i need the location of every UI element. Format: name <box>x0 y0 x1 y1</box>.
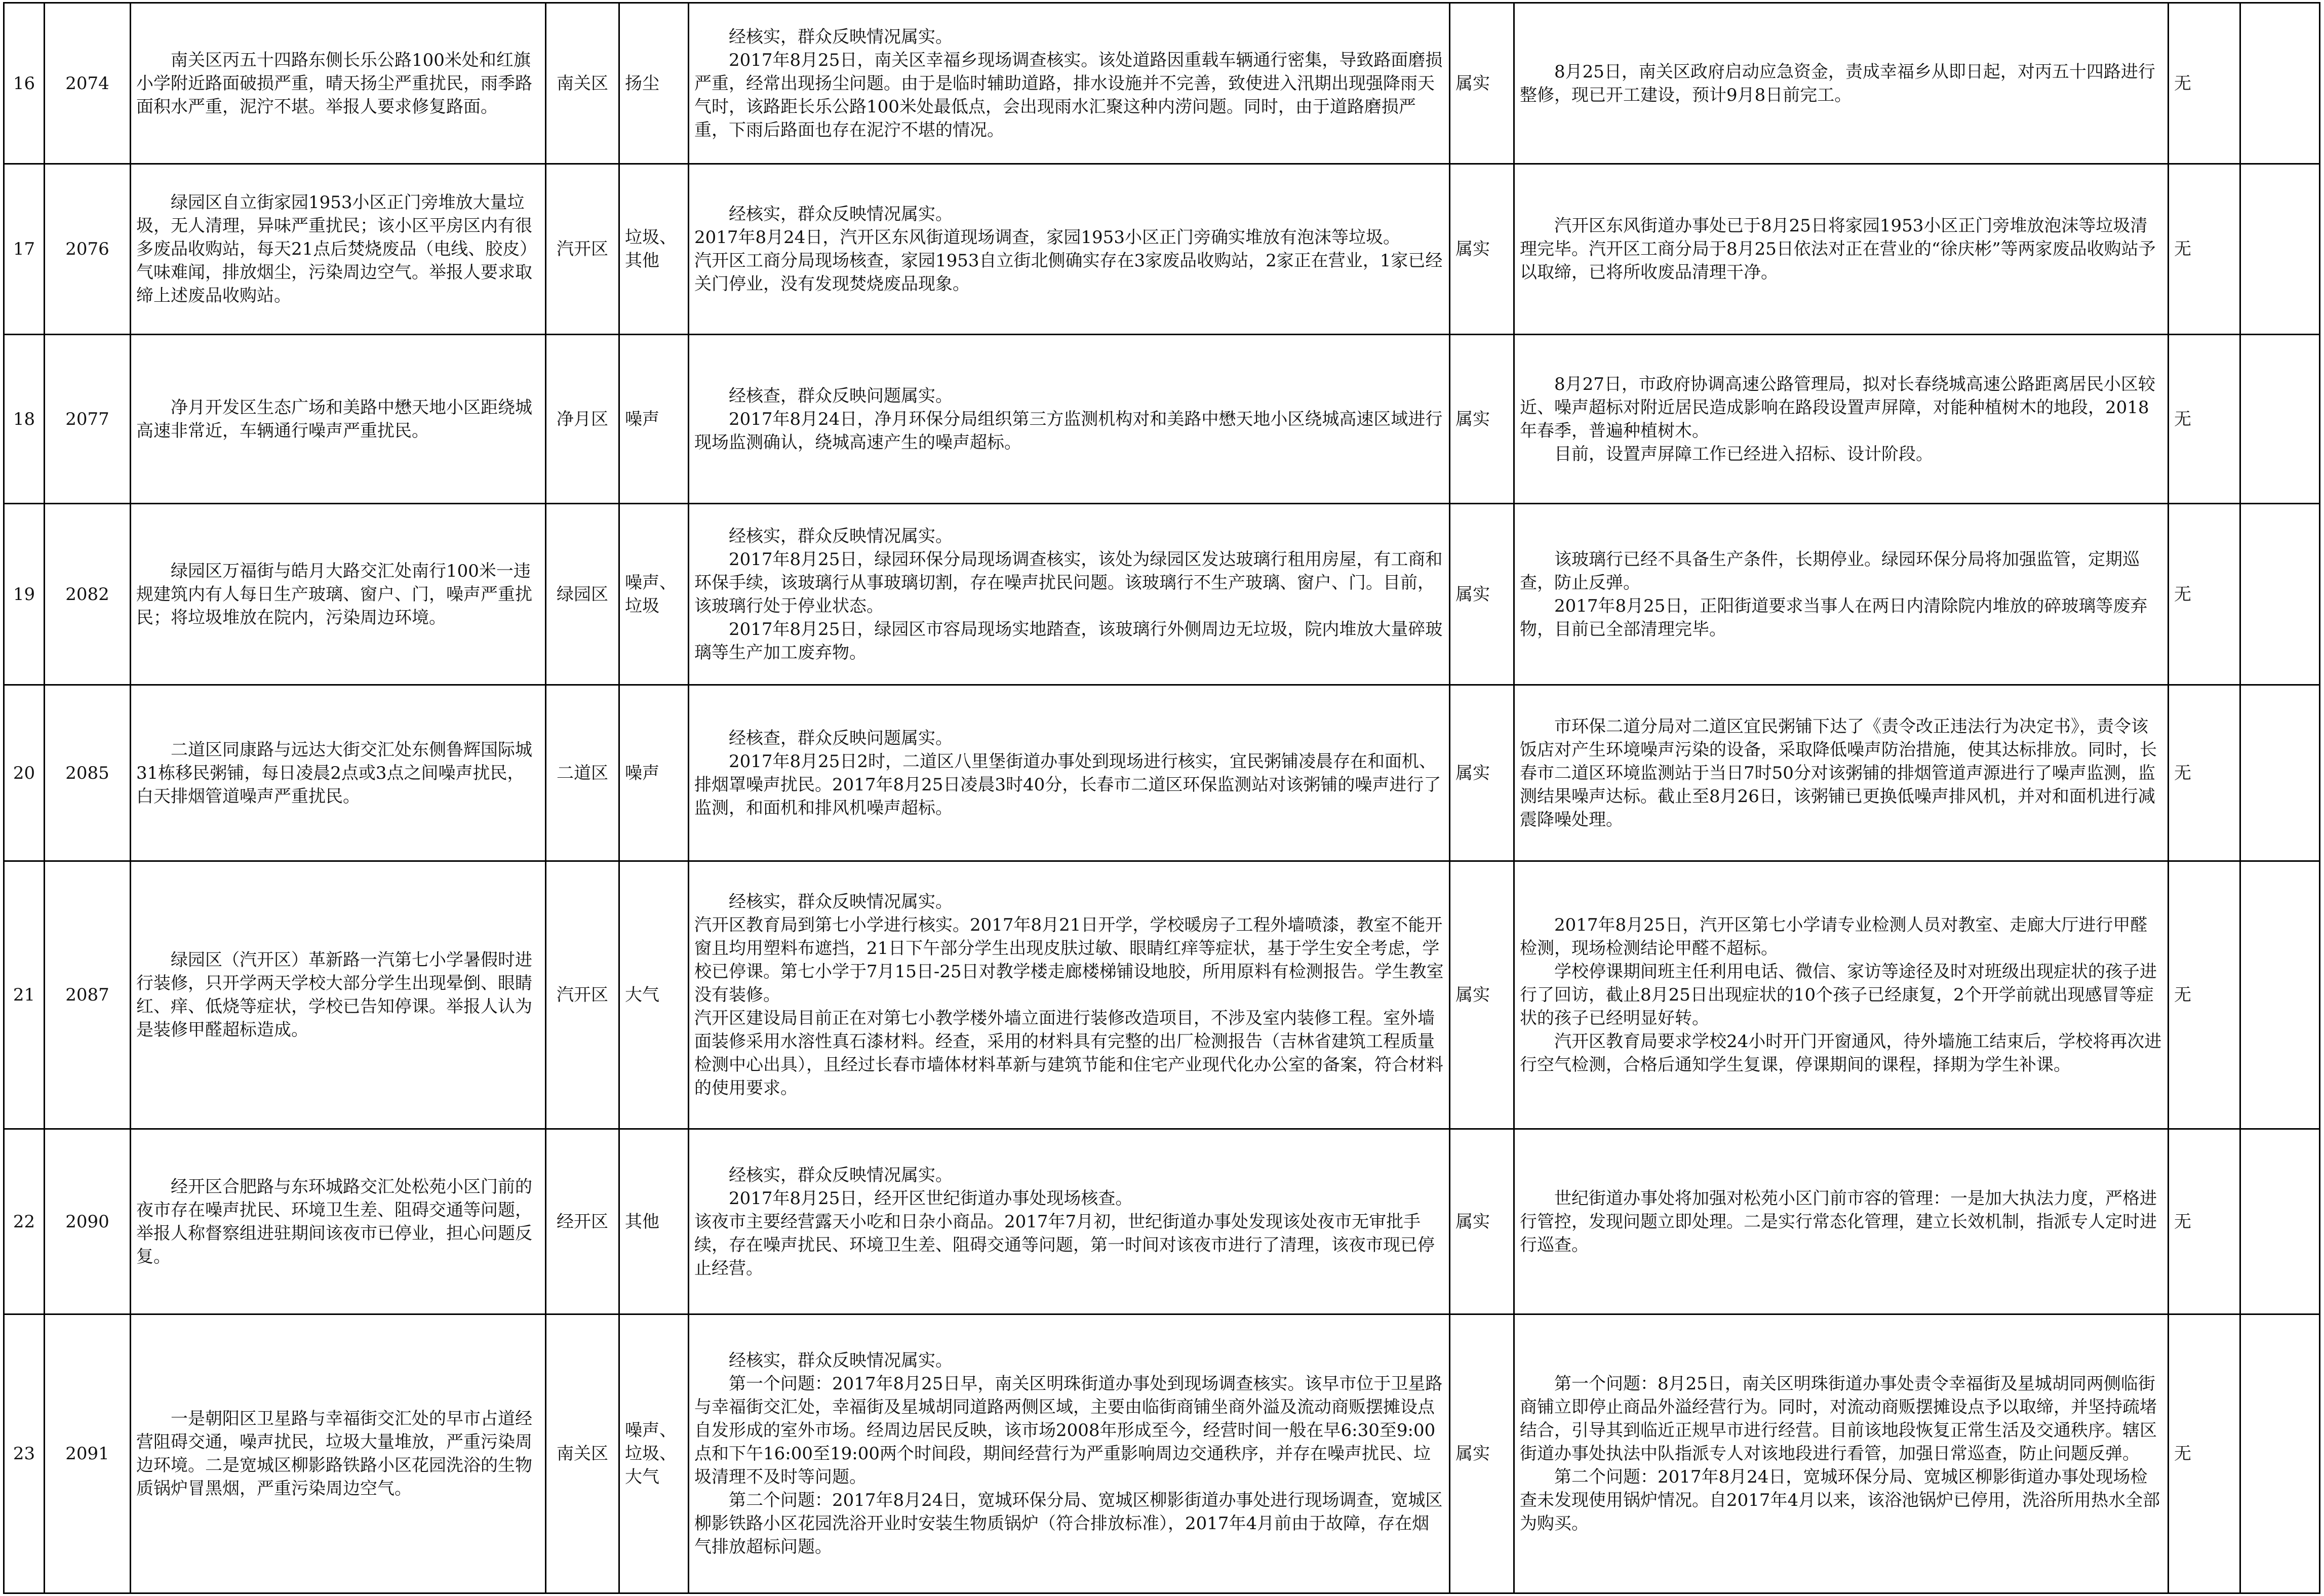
handling-cell <box>1514 335 2169 504</box>
handling-cell-paragraph: 市环保二道分局对二道区宜民粥铺下达了《责令改正违法行为决定书》，责令该饭店对产生环境噪声污染的设备，采取降低噪声防治措施，使其达标排放。同时，长春市二道区环境监测站于当日7时50分对该粥铺的排烟管道声源进行了噪声监测，监测结果噪声达标。截止至8月26日，该粥铺已更换低噪声排风机，并对和面机进行减震降噪处理。 <box>1520 716 2157 830</box>
handling-cell-paragraph: 汽开区教育局要求学校24小时开门开窗通风，待外墙施工结束后，学校将再次进行空气检测，合格后通知学生复课，停课期间的课程，择期为学生补课。 <box>1520 1031 2162 1075</box>
verification-cell-paragraph: 第二个问题：2017年8月24日，宽城环保分局、宽城区柳影街道办事处进行现场调查，宽城区柳影铁路小区花园洗浴开业时安装生物质锅炉（符合排放标准），2017年4月前由于故障，存在烟气排放超标问题。 <box>694 1490 1443 1557</box>
accountability-cell: 无 <box>2169 335 2240 504</box>
district-cell: 绿园区 <box>546 504 619 685</box>
verification-cell-paragraph: 汽开区工商分局现场核查，家园1953自立街北侧确实存在3家废品收购站，2家正在营业，1家已经关门停业，没有发现焚烧废品现象。 <box>694 251 1443 294</box>
row-number-cell: 20 <box>4 685 45 861</box>
case-id-cell: 2090 <box>45 1129 131 1314</box>
case-id-cell: 2087 <box>45 861 131 1129</box>
handling-cell <box>1514 1314 2169 1593</box>
row-number-cell: 17 <box>4 164 45 335</box>
result-cell: 属实 <box>1450 1314 1514 1593</box>
result-cell: 属实 <box>1450 3 1514 164</box>
complaint-cell <box>131 861 546 1129</box>
verification-cell-paragraph: 2017年8月25日，绿园区市容局现场实地踏查，该玻璃行外侧周边无垃圾，院内堆放大量碎玻璃等生产加工废弃物。 <box>694 619 1443 663</box>
complaint-cell-paragraph: 绿园区万福街与皓月大路交汇处南行100米一违规建筑内有人每日生产玻璃、窗户、门，噪声严重扰民；将垃圾堆放在院内，污染周边环境。 <box>136 561 532 628</box>
table-row <box>4 335 2240 504</box>
handling-cell-paragraph: 2017年8月25日，汽开区第七小学请专业检测人员对教室、走廊大厅进行甲醛检测，现场检测结论甲醛不超标。 <box>1520 915 2148 959</box>
handling-cell <box>1514 164 2169 335</box>
verification-cell-paragraph: 经核实，群众反映情况属实。 <box>729 26 953 47</box>
category-cell: 扬尘 <box>619 3 689 164</box>
verification-cell-paragraph: 汽开区建设局目前正在对第七小教学楼外墙立面进行装修改造项目，不涉及室内装修工程。室外墙面装修采用水溶性真石漆材料。经查，采用的材料具有完整的出厂检测报告（吉林省建筑工程质量检测中心出具），且经过长春市墙体材料革新与建筑节能和住宅产业现代化办公室的备案，符合材料的使用要求。 <box>694 1008 1443 1098</box>
district-cell: 南关区 <box>546 3 619 164</box>
case-id-cell: 2074 <box>45 3 131 164</box>
handling-cell-paragraph: 第一个问题：8月25日，南关区明珠街道办事处责令幸福街及星城胡同两侧临街商铺立即停止商品外溢经营行为。同时，对流动商贩摆摊设点予以取缔，并坚持疏堵结合，引导其到临近正规早市进行经营。目前该地段恢复正常生活及交通秩序。辖区街道办事处执法中队指派专人对该地段进行看管，加强日常巡查，防止问题反弹。 <box>1520 1374 2157 1464</box>
category-cell: 垃圾、其他 <box>619 164 689 335</box>
case-id-cell: 2077 <box>45 335 131 504</box>
case-id-cell: 2076 <box>45 164 131 335</box>
accountability-cell: 无 <box>2169 1129 2240 1314</box>
result-cell: 属实 <box>1450 861 1514 1129</box>
handling-cell <box>1514 1129 2169 1314</box>
row-number-cell: 22 <box>4 1129 45 1314</box>
complaint-cell-paragraph: 净月开发区生态广场和美路中懋天地小区距绕城高速非常近，车辆通行噪声严重扰民。 <box>136 397 532 441</box>
handling-cell <box>1514 3 2169 164</box>
handling-cell-paragraph: 8月25日，南关区政府启动应急资金，责成幸福乡从即日起，对丙五十四路进行整修，现已开工建设，预计9月8日前完工。 <box>1520 61 2155 105</box>
result-cell: 属实 <box>1450 1129 1514 1314</box>
verification-cell-paragraph: 经核实，群众反映情况属实。 <box>729 1165 953 1185</box>
verification-cell <box>689 1129 1450 1314</box>
verification-cell-paragraph: 经核实，群众反映情况属实。 <box>729 1350 953 1371</box>
case-id-cell: 2085 <box>45 685 131 861</box>
complaint-cell <box>131 1314 546 1593</box>
table-row <box>4 1314 2240 1593</box>
district-cell: 经开区 <box>546 1129 619 1314</box>
complaint-cell-paragraph: 绿园区（汽开区）革新路一汽第七小学暑假时进行装修，只开学两天学校大部分学生出现晕倒、眼睛红、痒、低烧等症状，学校已告知停课。举报人认为是装修甲醛超标造成。 <box>136 950 532 1040</box>
complaint-cell <box>131 1129 546 1314</box>
row-number-cell: 23 <box>4 1314 45 1593</box>
handling-cell-paragraph: 第二个问题：2017年8月24日，宽城环保分局、宽城区柳影街道办事处现场检查未发现使用锅炉情况。自2017年4月以来，该浴池锅炉已停用，洗浴所用热水全部为购买。 <box>1520 1467 2160 1534</box>
table-row <box>4 861 2240 1129</box>
handling-cell-paragraph: 汽开区东风街道办事处已于8月25日将家园1953小区正门旁堆放泡沫等垃圾清理完毕。汽开区工商分局于8月25日依法对正在营业的“徐庆彬”等两家废品收购站予以取缔，已将所收废品清理干净。 <box>1520 216 2156 283</box>
handling-cell-paragraph: 该玻璃行已经不具备生产条件，长期停业。绿园环保分局将加强监管，定期巡查，防止反弹。 <box>1520 549 2140 593</box>
verification-cell <box>689 3 1450 164</box>
complaint-cell-paragraph: 南关区丙五十四路东侧长乐公路100米处和红旗小学附近路面破损严重，晴天扬尘严重扰民，雨季路面积水严重，泥泞不堪。举报人要求修复路面。 <box>136 50 532 117</box>
table-row <box>4 504 2240 685</box>
verification-cell-paragraph: 经核实，群众反映情况属实。 <box>729 892 953 912</box>
accountability-cell: 无 <box>2169 685 2240 861</box>
verification-cell-paragraph: 经核查，群众反映问题属实。 <box>729 728 953 748</box>
case-id-cell: 2091 <box>45 1314 131 1593</box>
accountability-cell: 无 <box>2169 1314 2240 1593</box>
complaint-cell <box>131 164 546 335</box>
row-line <box>2239 860 2320 862</box>
category-cell: 噪声、垃圾、大气 <box>619 1314 689 1593</box>
complaint-cell <box>131 335 546 504</box>
handling-cell-paragraph: 世纪街道办事处将加强对松苑小区门前市容的管理：一是加大执法力度，严格进行管控，发现问题立即处理。二是实行常态化管理，建立长效机制，指派专人定时进行巡查。 <box>1520 1188 2157 1255</box>
complaint-cell <box>131 504 546 685</box>
row-line <box>2239 163 2320 165</box>
verification-cell-paragraph: 2017年8月25日，南关区幸福乡现场调查核实。该处道路因重载车辆通行密集，导致路面磨损严重，经常出现扬尘问题。由于是临时辅助道路，排水设施并不完善，致使进入汛期出现强降雨天气时，该路距长乐公路100米处最低点，会出现雨水汇聚这种内涝问题。同时，由于道路磨损严重，下雨后路面也存在泥泞不堪的情况。 <box>694 50 1443 140</box>
category-cell: 大气 <box>619 861 689 1129</box>
case-id-cell: 2082 <box>45 504 131 685</box>
verification-cell-paragraph: 第一个问题：2017年8月25日早，南关区明珠街道办事处到现场调查核实。该早市位于卫星路与幸福街交汇处，幸福街及星城胡同道路两侧区域，主要由临街商铺坐商外溢及流动商贩摆摊设点自发形成的室外市场。经周边居民反映，该市场2008年形成至今，经营时间一般在早6:30至9:00点和下午16:00至19:00两个时间段，期间经营行为严重影响周边交通秩序，并存在噪声扰民、垃圾清理不及时等问题。 <box>694 1374 1443 1487</box>
row-number-cell: 19 <box>4 504 45 685</box>
verification-cell <box>689 861 1450 1129</box>
verification-cell-paragraph: 经核查，群众反映问题属实。 <box>729 385 953 406</box>
verification-cell <box>689 335 1450 504</box>
handling-cell-paragraph: 目前，设置声屏障工作已经进入招标、设计阶段。 <box>1554 444 1933 464</box>
district-cell: 净月区 <box>546 335 619 504</box>
verification-cell <box>689 504 1450 685</box>
handling-cell <box>1514 861 2169 1129</box>
row-line <box>2239 1592 2320 1594</box>
verification-cell <box>689 685 1450 861</box>
handling-cell-paragraph: 2017年8月25日，正阳街道要求当事人在两日内清除院内堆放的碎玻璃等废弃物，目前已全部清理完毕。 <box>1520 595 2148 640</box>
verification-cell-paragraph: 2017年8月25日，绿园环保分局现场调查核实，该处为绿园区发达玻璃行租用房屋，有工商和环保手续，该玻璃行从事玻璃切割，存在噪声扰民问题。该玻璃行不生产玻璃、窗户、门。目前，该玻璃行处于停业状态。 <box>694 549 1443 616</box>
row-number-cell: 16 <box>4 3 45 164</box>
complaint-cell <box>131 685 546 861</box>
complaint-cell <box>131 3 546 164</box>
handling-cell-paragraph: 8月27日，市政府协调高速公路管理局，拟对长春绕城高速公路距离居民小区较近、噪声超标对附近居民造成影响在路段设置声屏障，对能种植树木的地段，2018年春季，普遍种植树木。 <box>1520 374 2155 441</box>
handling-cell <box>1514 504 2169 685</box>
row-line <box>2239 684 2320 686</box>
complaint-cell-paragraph: 一是朝阳区卫星路与幸福街交汇处的早市占道经营阻碍交通，噪声扰民，垃圾大量堆放，严重污染周边环境。二是宽城区柳影路铁路小区花园洗浴的生物质锅炉冒黑烟，严重污染周边空气。 <box>136 1409 532 1499</box>
category-cell: 其他 <box>619 1129 689 1314</box>
accountability-cell: 无 <box>2169 504 2240 685</box>
accountability-cell: 无 <box>2169 164 2240 335</box>
result-cell: 属实 <box>1450 685 1514 861</box>
row-line <box>2239 1313 2320 1315</box>
verification-cell <box>689 164 1450 335</box>
district-cell: 汽开区 <box>546 164 619 335</box>
row-number-cell: 18 <box>4 335 45 504</box>
verification-cell-paragraph: 2017年8月25日，经开区世纪街道办事处现场核查。 <box>729 1188 1133 1209</box>
verification-cell-paragraph: 经核实，群众反映情况属实。 <box>729 526 953 546</box>
result-cell: 属实 <box>1450 335 1514 504</box>
table-body <box>4 3 2240 1593</box>
category-cell: 噪声、垃圾 <box>619 504 689 685</box>
accountability-cell: 无 <box>2169 861 2240 1129</box>
category-cell: 噪声 <box>619 685 689 861</box>
verification-cell-paragraph: 经核实，群众反映情况属实。 <box>729 204 953 224</box>
verification-cell-paragraph: 2017年8月24日，汽开区东风街道现场调查，家园1953小区正门旁确实堆放有泡沫等垃圾。 <box>694 227 1400 248</box>
district-cell: 南关区 <box>546 1314 619 1593</box>
complaint-cell-paragraph: 绿园区自立街家园1953小区正门旁堆放大量垃圾，无人清理，异味严重扰民；该小区平房区内有很多废品收购站，每天21点后焚烧废品（电线、胶皮）气味难闻，排放烟尘，污染周边空气。举报人要求取缔上述废品收购站。 <box>136 192 537 306</box>
row-line <box>2239 334 2320 335</box>
verification-cell-paragraph: 该夜市主要经营露天小吃和日杂小商品。2017年7月初，世纪街道办事处发现该处夜市无审批手续，存在噪声扰民、环境卫生差、阻碍交通等问题，第一时间对该夜市进行了清理，该夜市现已停止经营。 <box>694 1211 1435 1279</box>
table-row <box>4 164 2240 335</box>
district-cell: 二道区 <box>546 685 619 861</box>
verification-cell-paragraph: 汽开区教育局到第七小学进行核实。2017年8月21日开学，学校暖房子工程外墙喷漆，教室不能开窗且均用塑料布遮挡，21日下午部分学生出现皮肤过敏、眼睛红痒等症状，基于学生安全考虑，学校已停课。第七小学于7月15日-25日对教学楼走廊楼梯铺设地胶，所用原料有检测报告。学生教室没有装修。 <box>694 915 1444 1005</box>
verification-cell-paragraph: 2017年8月24日，净月环保分局组织第三方监测机构对和美路中懋天地小区绕城高速区域进行现场监测确认，绕城高速产生的噪声超标。 <box>694 409 1443 453</box>
result-cell: 属实 <box>1450 164 1514 335</box>
complaint-cell-paragraph: 二道区同康路与远达大街交汇处东侧鲁辉国际城31栋移民粥铺，每日凌晨2点或3点之间噪声扰民，白天排烟管道噪声严重扰民。 <box>136 739 532 807</box>
table-row <box>4 685 2240 861</box>
table-row <box>4 3 2240 164</box>
row-line <box>2239 503 2320 504</box>
verification-cell-paragraph: 2017年8月25日2时，二道区八里堡街道办事处到现场进行核实，宜民粥铺凌晨存在和面机、排烟罩噪声扰民。2017年8月25日凌晨3时40分，长春市二道区环保监测站对该粥铺的噪声进行了监测，和面机和排风机噪声超标。 <box>694 751 1441 818</box>
table-row <box>4 1129 2240 1314</box>
row-number-cell: 21 <box>4 861 45 1129</box>
complaint-cell-paragraph: 经开区合肥路与东环城路交汇处松苑小区门前的夜市存在噪声扰民、环境卫生差、阻碍交通等问题，举报人称督察组进驻期间该夜市已停业，担心问题反复。 <box>136 1176 532 1267</box>
handling-cell <box>1514 685 2169 861</box>
accountability-cell: 无 <box>2169 3 2240 164</box>
district-cell: 汽开区 <box>546 861 619 1129</box>
handling-cell-paragraph: 学校停课期间班主任利用电话、微信、家访等途径及时对班级出现症状的孩子进行了回访，截止8月25日出现症状的10个孩子已经康复，2个开学前就出现感冒等症状的孩子已经明显好转。 <box>1520 962 2157 1028</box>
verification-cell <box>689 1314 1450 1593</box>
complaint-table <box>3 2 2241 1594</box>
row-line <box>2239 1128 2320 1130</box>
row-line <box>2239 2 2320 4</box>
category-cell: 噪声 <box>619 335 689 504</box>
trailing-blank-column <box>2239 2 2320 1594</box>
result-cell: 属实 <box>1450 504 1514 685</box>
